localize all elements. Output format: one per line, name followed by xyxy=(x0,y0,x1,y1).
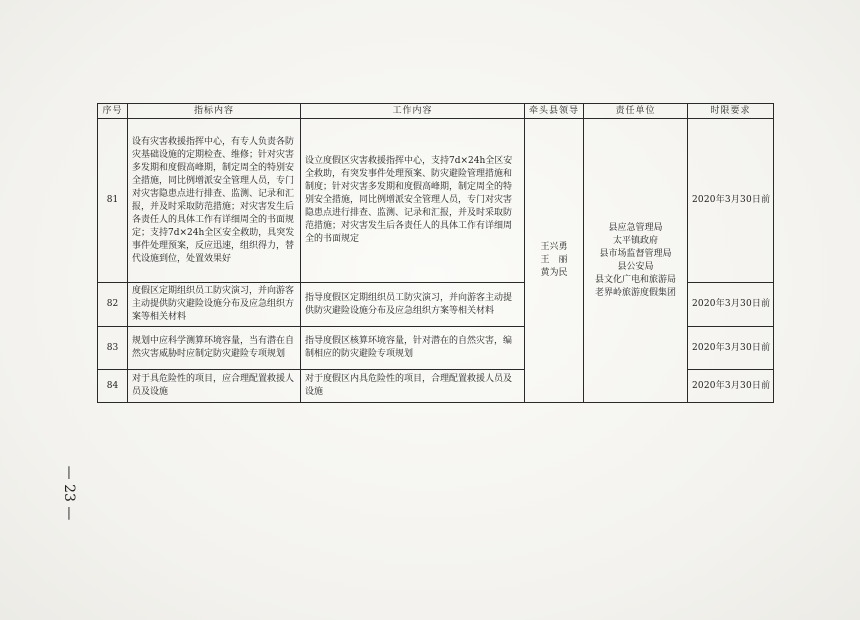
unit-name: 县市场监督管理局 xyxy=(599,248,672,259)
task-table-wrapper xyxy=(97,103,773,403)
work-cell: 指导度假区核算环境容量，针对潜在的自然灾害，编制相应的防灾避险专项规划 xyxy=(301,327,525,370)
unit-name: 县公安局 xyxy=(617,261,654,272)
row-number: 84 xyxy=(98,370,128,403)
header-no: 序号 xyxy=(98,104,128,119)
header-unit: 责任单位 xyxy=(584,104,688,119)
task-table xyxy=(97,103,774,403)
unit-name: 老界岭旅游度假集团 xyxy=(594,287,676,298)
leader-name: 王兴勇 xyxy=(540,242,568,252)
header-deadline: 时限要求 xyxy=(688,104,774,119)
row-number: 81 xyxy=(98,119,128,283)
indicator-cell: 度假区定期组织员工防灾演习，并向游客主动提供防灾避险设施分布及应急组织方案等相关材料 xyxy=(128,283,301,327)
unit-name: 县应急管理局 xyxy=(608,222,663,233)
leader-name: 黄为民 xyxy=(540,268,568,278)
work-cell: 指导度假区定期组织员工防灾演习，并向游客主动提供防灾避险设施分布及应急组织方案等相关材料 xyxy=(301,283,525,327)
table-row xyxy=(98,119,774,283)
deadline-cell: 2020年3月30日前 xyxy=(688,327,774,370)
indicator-cell: 对于具危险性的项目，应合理配置救援人员及设施 xyxy=(128,370,301,403)
deadline-cell: 2020年3月30日前 xyxy=(688,370,774,403)
deadline-cell: 2020年3月30日前 xyxy=(688,119,774,283)
header-leader: 牵头县领导 xyxy=(525,104,584,119)
unit-name: 县文化广电和旅游局 xyxy=(594,274,676,285)
header-indicator: 指标内容 xyxy=(128,104,301,119)
work-cell: 对于度假区内具危险性的项目，合理配置救援人员及设施 xyxy=(301,370,525,403)
leader-cell xyxy=(525,119,584,403)
page-number: — 23 — xyxy=(61,465,77,521)
work-cell: 设立度假区灾害救援指挥中心，支持7d×24h全区安全救助，有突发事件处理预案、防灾避险管理措施和制度；针对灾害多发期和度假高峰期，制定周全的特别安全措施，同比例增派安全管理人员，专门对灾害隐患点进行排查、监测、记录和汇报，并及时采取防范措施；对灾害发生后各责任人的具体工作有详细周全的书面规定 xyxy=(301,119,525,283)
unit-cell xyxy=(584,119,688,403)
unit-name: 太平镇政府 xyxy=(612,235,658,246)
leader-name: 王 丽 xyxy=(540,255,568,265)
header-work: 工作内容 xyxy=(301,104,525,119)
indicator-cell: 设有灾害救援指挥中心，有专人负责各防灾基础设施的定期检查、维修；针对灾害多发期和度假高峰期，制定周全的特别安全措施，同比例增派安全管理人员，专门对灾害隐患点进行排查、监测、记录和汇报，并及时采取防范措施；对灾害发生后各责任人的具体工作有详细周全的书面规定；支持7d×24h全区安全救助，具突发事件处理预案，反应迅速，组织得力，替代设施到位，处置效果好 xyxy=(128,119,301,283)
indicator-cell: 规划中应科学测算环境容量，当有潜在自然灾害威胁时应制定防灾避险专项规划 xyxy=(128,327,301,370)
deadline-cell: 2020年3月30日前 xyxy=(688,283,774,327)
header-row xyxy=(98,104,774,119)
row-number: 83 xyxy=(98,327,128,370)
row-number: 82 xyxy=(98,283,128,327)
